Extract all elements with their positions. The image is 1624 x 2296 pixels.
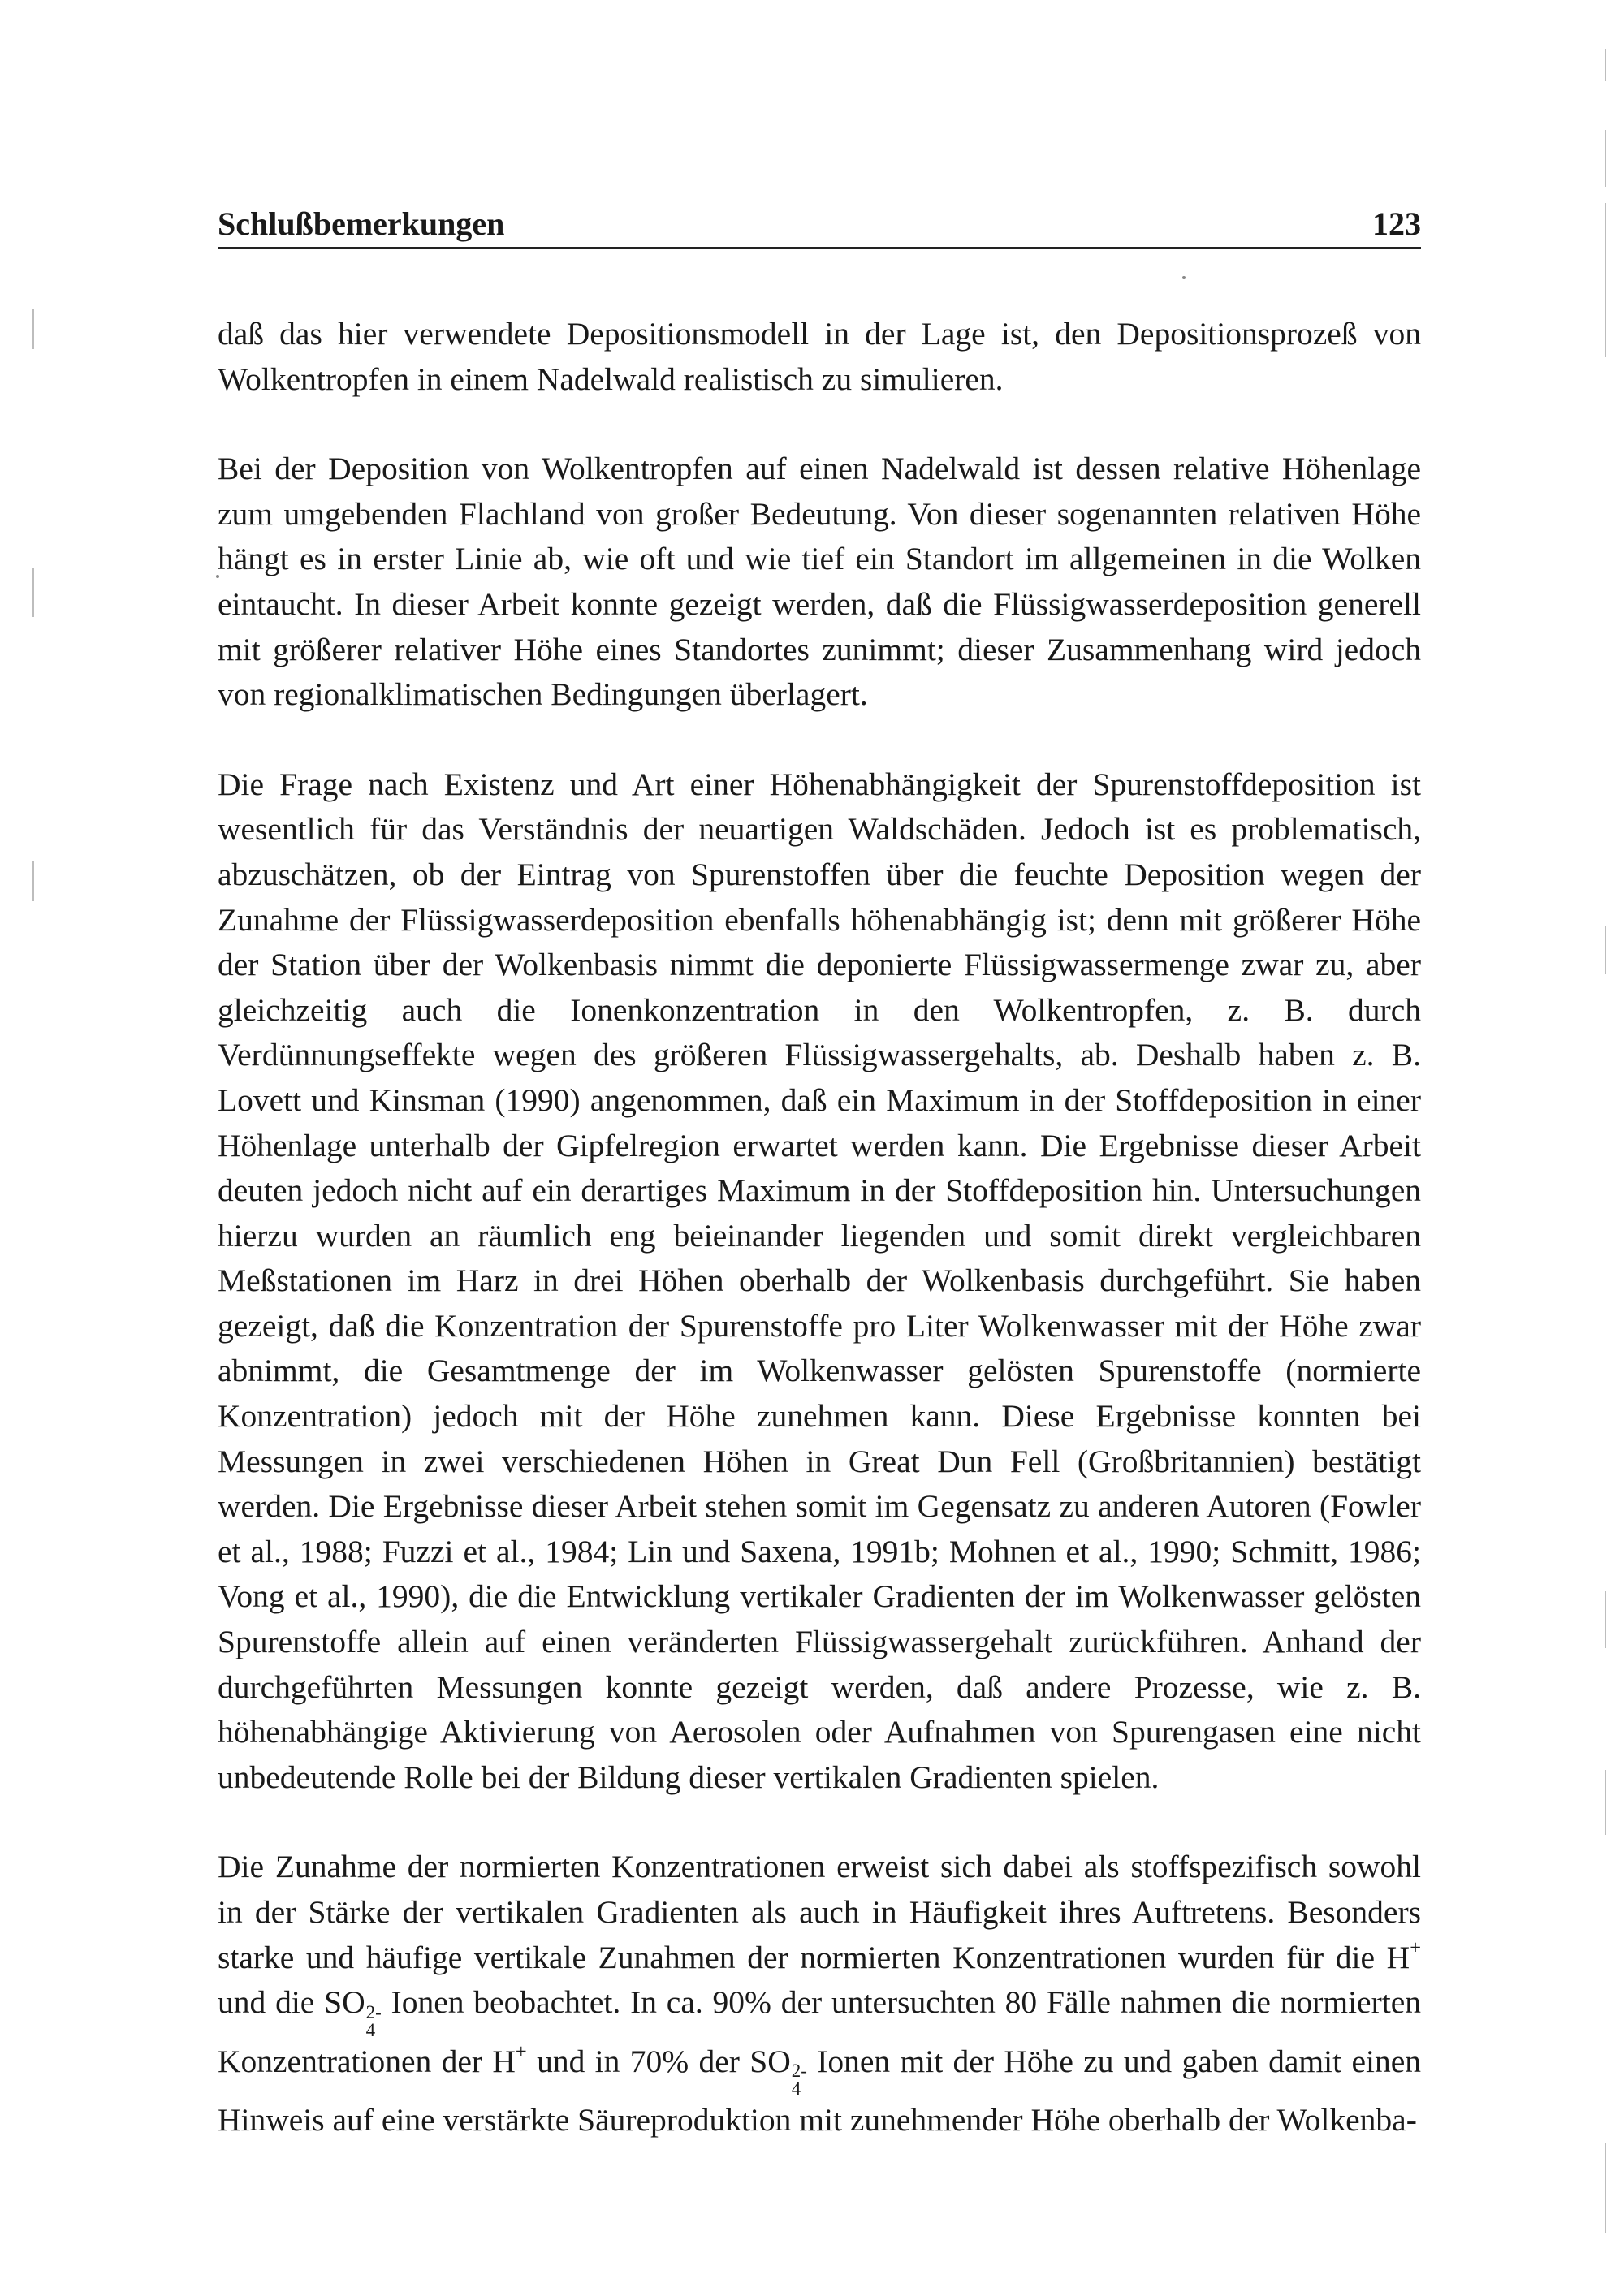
scan-edge-artifact xyxy=(1605,1591,1606,1648)
paragraph xyxy=(218,1845,1421,2143)
subscript-index: 4 xyxy=(791,2078,801,2100)
sulfate-sub-superscript xyxy=(366,2004,382,2039)
text-run: Die Zunahme der normierten Konzentrationen erweist sich dabei als stoffspezifisch sowohl in der Stärke der vertikalen Gradienten als auch in Häufigkeit ihres Auftretens. Besonders starke und häufige vertikale Zunahmen der normierten Konzentrationen wurden für die H xyxy=(218,1849,1421,1975)
paragraph: Die Frage nach Existenz und Art einer Höhenabhängigkeit der Spurenstoffdeposition ist wesentlich für das Verständnis der neuartigen Waldschäden. Jedoch ist es problematisch, abzuschätzen, ob der Eintrag von Spurenstoffen über die feuchte Deposition wegen der Zunahme der Flüssigwasserdeposition ebenfalls höhenabhängig ist; denn mit größerer Höhe der Station über der Wolkenbasis nimmt die deponierte Flüssigwassermenge zwar zu, aber gleichzeitig auch die Ionenkonzentration in den Wolkentropfen, z. B. durch Verdünnungseffekte wegen des größeren Flüssigwassergehalts, ab. Deshalb haben z. B. Lovett und Kinsman (1990) angenommen, daß ein Maximum in der Stoffdeposition in einer Höhenlage unterhalb der Gipfelregion erwartet werden kann. Die Ergebnisse dieser Arbeit deuten jedoch nicht auf ein derartiges Maximum in der Stoffdeposition hin. Untersuchungen hierzu wurden an räumlich eng beieinander liegenden und somit direkt vergleichbaren Meßstationen im Harz in drei Höhen oberhalb der Wolkenbasis durchgeführt. Sie haben gezeigt, daß die Konzentration der Spurenstoffe pro Liter Wolkenwasser mit der Höhe zwar abnimmt, die Gesamtmenge der im Wolkenwasser gelösten Spurenstoffe (normierte Konzentration) jedoch mit der Höhe zunehmen kann. Diese Ergebnisse konnten bei Messungen in zwei verschiedenen Höhen in Great Dun Fell (Großbritannien) bestätigt werden. Die Ergebnisse dieser Arbeit stehen somit im Gegensatz zu anderen Autoren (Fowler et al., 1988; Fuzzi et al., 1984; Lin und Saxena, 1991b; Mohnen et al., 1990; Schmitt, 1986; Vong et al., 1990), die die Entwicklung vertikaler Gradienten der im Wolkenwasser gelösten Spurenstoffe allein auf einen veränderten Flüssigwassergehalt zurückführen. Anhand der durchgeführten Messungen konnte gezeigt werden, daß andere Prozesse, wie z. B. höhenabhängige Aktivierung von Aerosolen oder Aufnahmen von Spurengasen eine nicht unbedeutende Rolle bei der Bildung dieser vertikalen Gradienten spielen. xyxy=(218,766,1421,1795)
scan-edge-artifact xyxy=(1605,276,1606,357)
page-number: 123 xyxy=(1372,205,1421,242)
scan-edge-artifact xyxy=(1605,926,1606,974)
paragraph: daß das hier verwendete Depositionsmodell in der Lage ist, den Depositionsprozeß von Wolkentropfen in einem Nadelwald realistisch zu simulieren. xyxy=(218,316,1421,397)
scan-edge-artifact xyxy=(32,568,34,617)
scan-edge-artifact xyxy=(32,309,34,349)
running-header xyxy=(218,201,1421,249)
body-text xyxy=(218,312,1421,2188)
text-run: und in 70% der SO xyxy=(526,2043,791,2079)
sulfate-sub-superscript xyxy=(792,2062,807,2098)
scan-edge-artifact xyxy=(1605,2143,1606,2233)
superscript-charge: + xyxy=(1410,1936,1421,1958)
text-run: und die SO xyxy=(218,1984,365,2021)
section-title: Schlußbemerkungen xyxy=(218,205,505,242)
scan-edge-artifact xyxy=(1605,130,1606,187)
scan-edge-artifact xyxy=(1605,203,1606,276)
scan-dust-speck xyxy=(1182,276,1186,279)
superscript-charge: 2- xyxy=(365,2002,382,2023)
text-run: Ionen beobachtet. In ca. 90% der untersuchten 80 Fälle nahmen die normierten Konzentrationen der H xyxy=(218,1984,1421,2079)
scan-edge-artifact xyxy=(1605,1770,1606,1835)
paragraph: Bei der Deposition von Wolkentropfen auf einen Nadelwald ist dessen relative Höhenlage zum umgebenden Flachland von großer Bedeutung. Von dieser sogenannten relativen Höhe hängt es in erster Linie ab, wie oft und wie tief ein Standort im allgemeinen in die Wolken eintaucht. In dieser Arbeit konnte gezeigt werden, daß die Flüssigwasserdeposition generell mit größerer relativer Höhe eines Standortes zunimmt; dieser Zusammenhang wird jedoch von regionalklimatischen Bedingungen überlagert. xyxy=(218,451,1421,713)
subscript-index: 4 xyxy=(365,2019,376,2040)
text-run: Ionen mit der Höhe zu und gaben damit einen Hinweis auf eine verstärkte Säureproduktion mit zunehmender Höhe oberhalb der Wolkenba- xyxy=(218,2043,1421,2138)
scan-edge-artifact xyxy=(1605,49,1606,81)
scan-edge-artifact xyxy=(32,861,34,901)
superscript-charge: + xyxy=(515,2039,527,2062)
superscript-charge: 2- xyxy=(791,2061,807,2082)
